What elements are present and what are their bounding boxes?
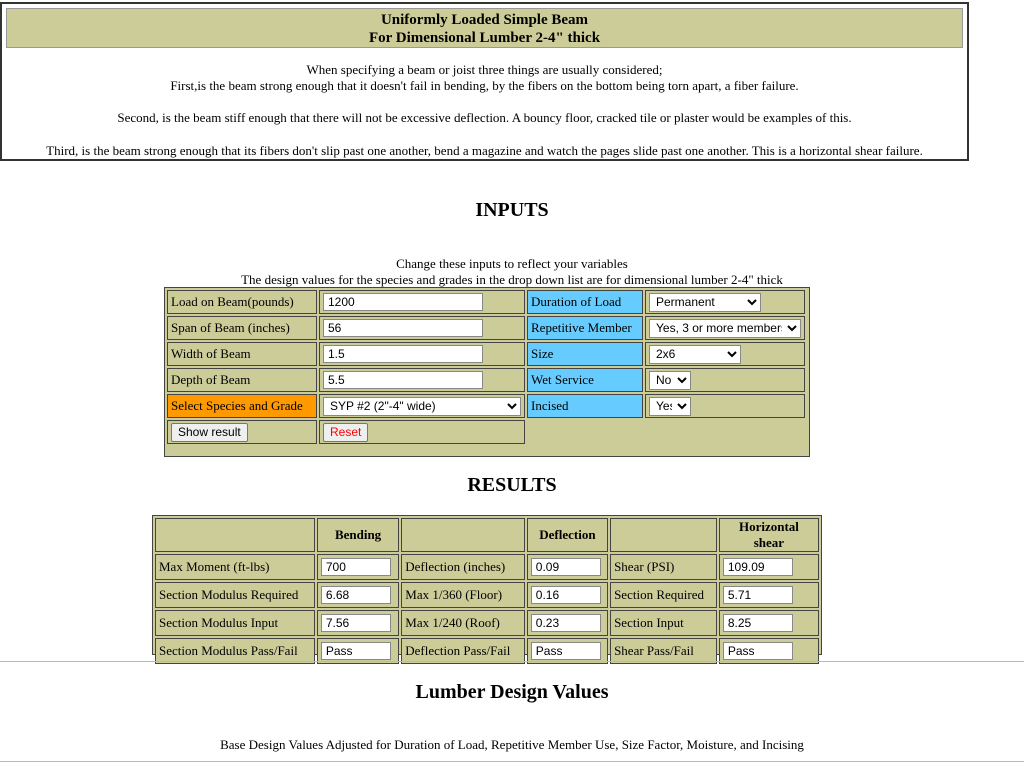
sm-input-output[interactable] (321, 614, 391, 632)
incised-select[interactable] (649, 397, 691, 416)
deflection-pass-output[interactable] (531, 642, 601, 660)
deflection-pass-label: Deflection Pass/Fail (401, 638, 525, 664)
lumber-heading: Lumber Design Values (415, 681, 609, 703)
size-cell (645, 342, 805, 366)
depth-cell (319, 368, 525, 392)
shear-cell (719, 554, 819, 580)
size-label: Size (527, 342, 643, 366)
max-roof-cell (527, 610, 608, 636)
span-cell (319, 316, 525, 340)
repetitive-select[interactable] (649, 319, 801, 338)
section-required-cell (719, 582, 819, 608)
span-input[interactable] (323, 319, 483, 337)
duration-select[interactable] (649, 293, 761, 312)
depth-label: Depth of Beam (167, 368, 317, 392)
sm-pass-output[interactable] (321, 642, 391, 660)
wet-service-select[interactable] (649, 371, 691, 390)
load-label: Load on Beam(pounds) (167, 290, 317, 314)
max-moment-cell (317, 554, 399, 580)
intro-box (0, 2, 969, 161)
intro-line-2: First,is the beam strong enough that it doesn't fail in bending, by the fibers on the bottom being torn apart, a fiber failure. (170, 78, 799, 93)
page-title: Uniformly Loaded Simple Beam (380, 12, 589, 28)
width-input[interactable] (323, 345, 483, 363)
inputs-note-2: The design values for the species and grades in the drop down list are for dimensional lumber 2-4" thick (241, 272, 783, 287)
species-label: Select Species and Grade (167, 394, 317, 418)
inputs-note-1: Change these inputs to reflect your variables (396, 256, 628, 271)
section-required-output[interactable] (723, 586, 793, 604)
divider-top (0, 661, 1024, 662)
wet-service-label: Wet Service (527, 368, 643, 392)
shear-header: Horizontal shear (719, 518, 819, 552)
incised-label: Incised (527, 394, 643, 418)
show-result-cell (167, 420, 317, 444)
inputs-table (164, 287, 810, 457)
max-floor-cell (527, 582, 608, 608)
depth-input[interactable] (323, 371, 483, 389)
deflection-header: Deflection (527, 518, 608, 552)
intro-line-1: When specifying a beam or joist three things are usually considered; (306, 62, 663, 77)
repetitive-label: Repetitive Member (527, 316, 643, 340)
page-subtitle: For Dimensional Lumber 2-4" thick (368, 30, 601, 46)
results-table (152, 515, 822, 658)
section-input-output[interactable] (723, 614, 793, 632)
empty-cell (527, 420, 805, 444)
species-select[interactable] (323, 397, 521, 416)
sm-required-output[interactable] (321, 586, 391, 604)
section-input-label: Section Input (610, 610, 717, 636)
shear-pass-label: Shear Pass/Fail (610, 638, 717, 664)
reset-cell (319, 420, 525, 444)
results-header-blank-1 (155, 518, 315, 552)
title-band (6, 8, 963, 48)
intro-third: Third, is the beam strong enough that its fibers don't slip past one another, bend a magazine and watch the pages slide past one another. This is a horizontal shear failure. (46, 143, 923, 158)
duration-cell (645, 290, 805, 314)
deflection-output[interactable] (531, 558, 601, 576)
sm-required-label: Section Modulus Required (155, 582, 315, 608)
repetitive-cell (645, 316, 805, 340)
shear-pass-output[interactable] (723, 642, 793, 660)
wet-service-cell (645, 368, 805, 392)
show-result-button[interactable]: Show result (171, 423, 248, 442)
max-roof-label: Max 1/240 (Roof) (401, 610, 525, 636)
width-label: Width of Beam (167, 342, 317, 366)
section-input-cell (719, 610, 819, 636)
max-roof-output[interactable] (531, 614, 601, 632)
reset-button[interactable]: Reset (323, 423, 368, 442)
max-floor-output[interactable] (531, 586, 601, 604)
intro-second: Second, is the beam stiff enough that there will not be excessive deflection. A bouncy floor, cracked tile or plaster would be examples of this. (117, 110, 852, 125)
duration-label: Duration of Load (527, 290, 643, 314)
deflection-cell (527, 554, 608, 580)
size-select[interactable] (649, 345, 741, 364)
load-input[interactable] (323, 293, 483, 311)
deflection-label: Deflection (inches) (401, 554, 525, 580)
divider-bottom (0, 761, 1024, 762)
sm-required-cell (317, 582, 399, 608)
results-header-blank-2 (401, 518, 525, 552)
incised-cell (645, 394, 805, 418)
shear-label: Shear (PSI) (610, 554, 717, 580)
results-header-blank-3 (610, 518, 717, 552)
results-heading: RESULTS (467, 474, 557, 496)
section-required-label: Section Required (610, 582, 717, 608)
shear-output[interactable] (723, 558, 793, 576)
lumber-note: Base Design Values Adjusted for Duration of Load, Repetitive Member Use, Size Factor, Moisture, and Incising (220, 737, 804, 752)
max-moment-output[interactable] (321, 558, 391, 576)
species-cell (319, 394, 525, 418)
bending-header: Bending (317, 518, 399, 552)
max-floor-label: Max 1/360 (Floor) (401, 582, 525, 608)
sm-pass-label: Section Modulus Pass/Fail (155, 638, 315, 664)
max-moment-label: Max Moment (ft-lbs) (155, 554, 315, 580)
inputs-heading: INPUTS (475, 199, 549, 221)
sm-input-label: Section Modulus Input (155, 610, 315, 636)
span-label: Span of Beam (inches) (167, 316, 317, 340)
load-cell (319, 290, 525, 314)
sm-input-cell (317, 610, 399, 636)
width-cell (319, 342, 525, 366)
